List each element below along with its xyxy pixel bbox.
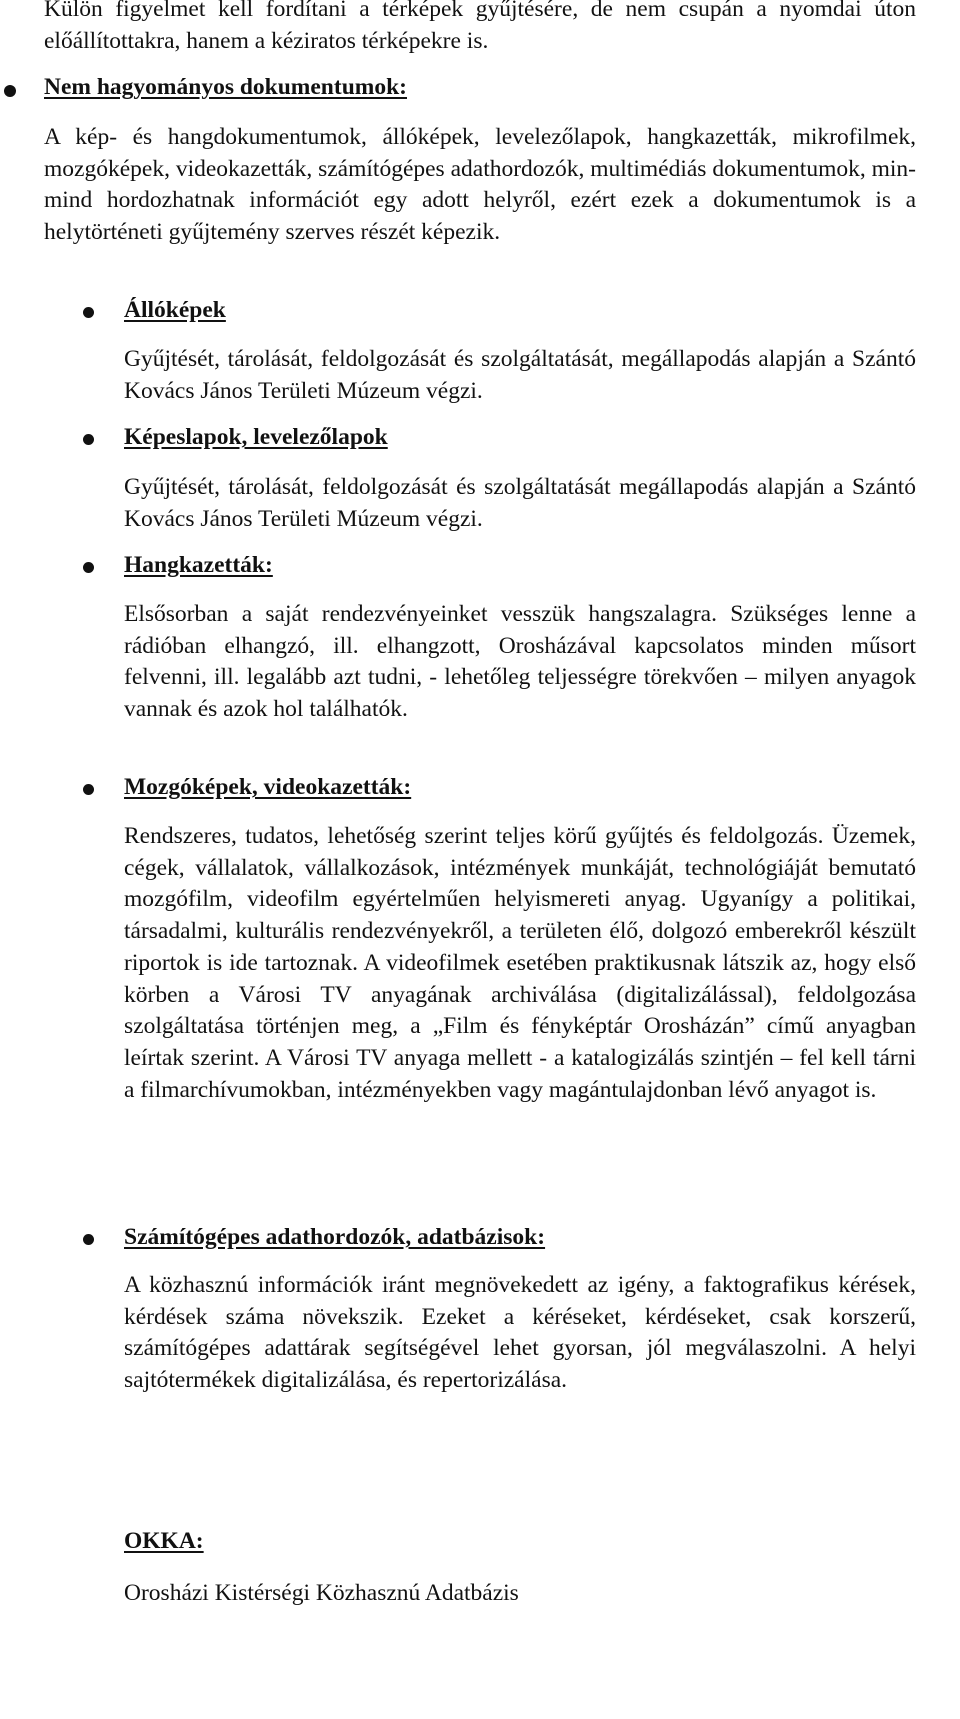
section-text: A kép- és hangdokumentumok, állóképek, levelezőlapok, hangkazetták, mikrofilmek, mozgóképek, videokazetták, számítógépes adathordozók, multimédiás dokumentumok, min-mind hordozhatnak információt egy adott helyről, ezért ezek a dokumentumok is a helytörténeti gyűjtemény szerves részét képezik. (44, 124, 916, 246)
subsection-heading-hangkazettak: Hangkazetták: (124, 552, 273, 578)
subsection-paragraph-kepeslapok (124, 472, 916, 535)
bullet-icon (83, 1234, 94, 1245)
subsection-text: Gyűjtését, tárolását, feldolgozását és szolgáltatását, megállapodás alapján a Szántó Kovács János Területi Múzeum végzi. (124, 346, 916, 404)
subsection-heading-szamitogepes: Számítógépes adathordozók, adatbázisok: (124, 1224, 546, 1250)
subsection-heading-allokepek: Állóképek (124, 297, 226, 323)
section-paragraph-nem-hagyomanyos (44, 122, 916, 249)
subsection-text: Elsősorban a saját rendezvényeinket vesszük hangszalagra. Szükséges lenne a rádióban elhangzó, ill. elhangzott, Orosházával kapcsolatos minden műsort felvenni, ill. legalább azt tudni, - lehetőleg teljességre törekvően – milyen anyagok vannak és azok hol találhatók. (124, 601, 916, 723)
subsection-heading-kepeslapok: Képeslapok, levelezőlapok (124, 424, 388, 450)
subsection-heading-mozgokepek: Mozgóképek, videokazetták: (124, 774, 412, 800)
subsection-paragraph-szamitogepes (124, 1270, 916, 1397)
bullet-icon (4, 85, 16, 97)
subsection-paragraph-hangkazettak (124, 599, 916, 726)
subsection-text: Rendszeres, tudatos, lehetőség szerint teljes körű gyűjtés és feldolgozás. Üzemek, cégek, vállalatok, vállalkozások, intézmények munkáját, technológiáját bemutató mozgófilm, videofilm egyértelműen helyismereti anyag. Ugyanígy a politikai, társadalmi, kulturális rendezvényekről, a területen élő, dolgozó emberekről készült riportok is ide tartoznak. A videofilmek esetében praktikusnak látszik az, hogy első körben a Városi TV anyagának archiválása (digitalizálással), feldolgozása szolgáltatása történjen meg, a „Film és fényképtár Orosházán” című anyagban leírtak szerint. A Városi TV anyaga mellett - a katalogizálás szintjén – fel kell tárni a filmarchívumokban, intézményekben vagy magántulajdonban lévő anyagot is. (124, 823, 916, 1103)
subsection-text: A közhasznú információk iránt megnövekedett az igény, a faktografikus kérések, kérdések száma növekszik. Ezeket a kéréseket, kérdéseket, csak korszerű, számítógépes adattárak segítségével lehet gyorsan, jól megválaszolni. A helyi sajtótermékek digitalizálása, és repertorizálása. (124, 1272, 916, 1394)
okka-heading: OKKA: (124, 1528, 204, 1554)
bullet-icon (83, 434, 94, 445)
bullet-icon (83, 784, 94, 795)
bullet-icon (83, 562, 94, 573)
intro-paragraph (44, 0, 916, 57)
bullet-icon (83, 307, 94, 318)
subsection-paragraph-allokepek (124, 344, 916, 407)
subsection-paragraph-mozgokepek (124, 821, 916, 1106)
section-heading-nem-hagyomanyos: Nem hagyományos dokumentumok: (44, 74, 407, 100)
subsection-text: Gyűjtését, tárolását, feldolgozását és szolgáltatását megállapodás alapján a Szántó Kovács János Területi Múzeum végzi. (124, 474, 916, 532)
intro-text: Külön figyelmet kell fordítani a térképek gyűjtésére, de nem csupán a nyomdai úton előállítottakra, hanem a kéziratos térképekre is. (44, 0, 916, 54)
okka-text: Orosházi Kistérségi Közhasznú Adatbázis (124, 1580, 519, 1606)
